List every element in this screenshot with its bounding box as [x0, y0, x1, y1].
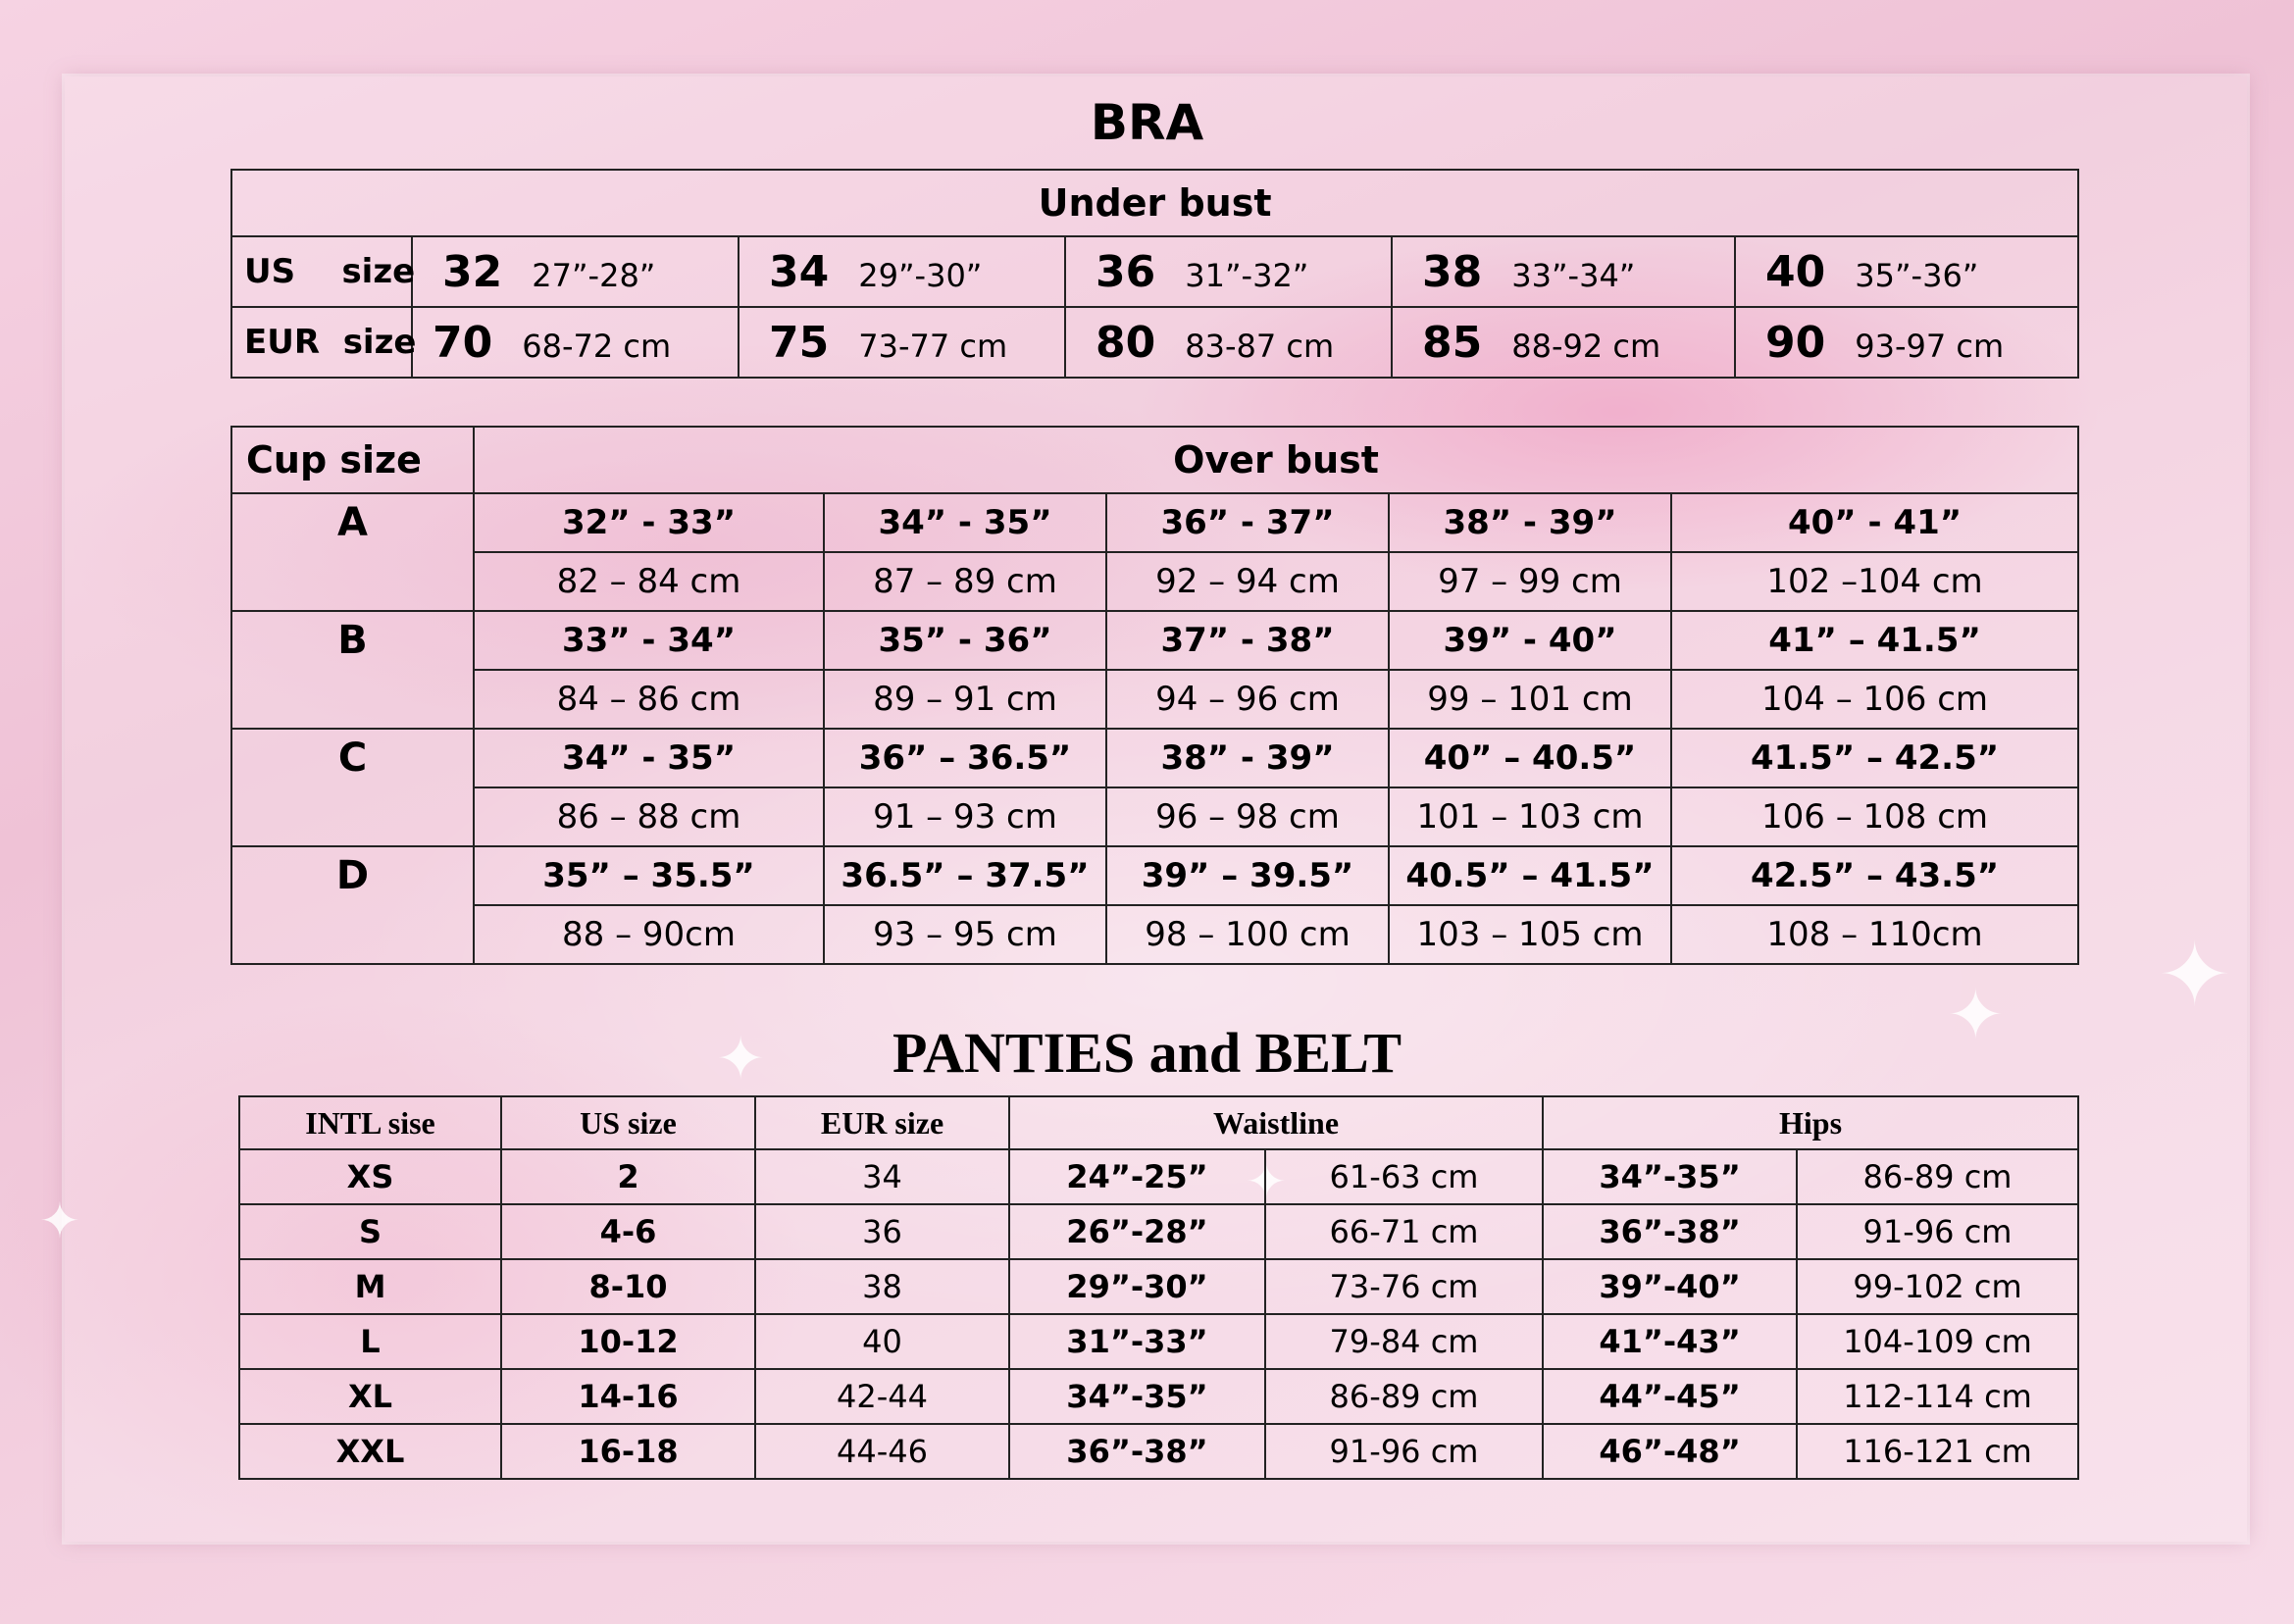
us-size-cell: 8-10 — [501, 1259, 755, 1314]
over-bust-inches: 37” - 38” — [1106, 611, 1389, 670]
waist-inches-cell: 24”-25” — [1009, 1149, 1265, 1204]
eur-range-value: 88-92 cm — [1511, 327, 1661, 365]
cup-letter: B — [231, 611, 474, 729]
sparkle-icon: ✦ — [39, 1193, 80, 1249]
waist-cm-cell: 79-84 cm — [1265, 1314, 1543, 1369]
over-bust-cm: 92 – 94 cm — [1106, 552, 1389, 611]
us-size-label: US size — [231, 236, 412, 307]
over-bust-cm: 108 – 110cm — [1671, 905, 2078, 964]
over-bust-cm: 106 – 108 cm — [1671, 787, 2078, 846]
us-size-value: 38 — [1422, 246, 1483, 297]
hips-cm-cell: 86-89 cm — [1797, 1149, 2078, 1204]
cup-cm-row — [231, 905, 2078, 964]
us-range-value: 35”-36” — [1855, 256, 1979, 294]
cup-cm-row — [231, 670, 2078, 729]
waist-cm-cell: 66-71 cm — [1265, 1204, 1543, 1259]
table-row — [239, 1369, 2078, 1424]
over-bust-inches: 34” - 35” — [824, 493, 1106, 552]
waistline-header: Waistline — [1009, 1096, 1543, 1149]
cup-cm-row — [231, 552, 2078, 611]
eur-size-cell: 44-46 — [755, 1424, 1009, 1479]
over-bust-inches: 39” – 39.5” — [1106, 846, 1389, 905]
over-bust-inches: 35” – 35.5” — [474, 846, 824, 905]
us-size-header: US size — [501, 1096, 755, 1149]
over-bust-inches: 36.5” – 37.5” — [824, 846, 1106, 905]
over-bust-inches: 39” - 40” — [1389, 611, 1671, 670]
over-bust-cm: 88 – 90cm — [474, 905, 824, 964]
over-bust-inches: 40” - 41” — [1671, 493, 2078, 552]
over-bust-inches: 41.5” – 42.5” — [1671, 729, 2078, 787]
sparkle-icon: ✦ — [1947, 975, 2005, 1055]
over-bust-cm: 102 –104 cm — [1671, 552, 2078, 611]
over-bust-inches: 33” - 34” — [474, 611, 824, 670]
hips-cm-cell: 112-114 cm — [1797, 1369, 2078, 1424]
hips-inches-cell: 41”-43” — [1543, 1314, 1797, 1369]
panties-title: PANTIES and BELT — [892, 1021, 1402, 1085]
eur-size-cell: 36 — [755, 1204, 1009, 1259]
table-row — [239, 1259, 2078, 1314]
over-bust-inches: 34” - 35” — [474, 729, 824, 787]
us-size-value: 34 — [769, 246, 830, 297]
eur-size-header: EUR size — [755, 1096, 1009, 1149]
eur-size-value: 70 — [433, 317, 493, 368]
under-bust-cell — [1735, 307, 2078, 378]
over-bust-cm: 82 – 84 cm — [474, 552, 824, 611]
us-size-cell: 2 — [501, 1149, 755, 1204]
eur-range-value: 68-72 cm — [522, 327, 672, 365]
intl-size-cell: XL — [239, 1369, 501, 1424]
waist-inches-cell: 31”-33” — [1009, 1314, 1265, 1369]
cup-inches-row — [231, 611, 2078, 670]
over-bust-cm: 103 – 105 cm — [1389, 905, 1671, 964]
over-bust-cm: 97 – 99 cm — [1389, 552, 1671, 611]
under-bust-table — [230, 169, 2079, 379]
us-size-value: 40 — [1765, 246, 1826, 297]
us-size-cell: 14-16 — [501, 1369, 755, 1424]
us-size-value: 32 — [442, 246, 503, 297]
over-bust-cm: 93 – 95 cm — [824, 905, 1106, 964]
eur-range-value: 73-77 cm — [858, 327, 1008, 365]
over-bust-cm: 104 – 106 cm — [1671, 670, 2078, 729]
cup-inches-row — [231, 493, 2078, 552]
over-bust-cm: 101 – 103 cm — [1389, 787, 1671, 846]
over-bust-inches: 38” - 39” — [1106, 729, 1389, 787]
waist-inches-cell: 26”-28” — [1009, 1204, 1265, 1259]
waist-cm-cell: 73-76 cm — [1265, 1259, 1543, 1314]
over-bust-cm: 96 – 98 cm — [1106, 787, 1389, 846]
eur-size-row — [231, 307, 2078, 378]
eur-size-cell: 34 — [755, 1149, 1009, 1204]
eur-size-value: 80 — [1096, 317, 1156, 368]
under-bust-cell — [412, 236, 739, 307]
under-bust-cell — [739, 236, 1065, 307]
waist-inches-cell: 36”-38” — [1009, 1424, 1265, 1479]
over-bust-inches: 41” – 41.5” — [1671, 611, 2078, 670]
cup-letter: C — [231, 729, 474, 846]
us-size-cell: 16-18 — [501, 1424, 755, 1479]
us-range-value: 33”-34” — [1511, 256, 1636, 294]
under-bust-cell — [1735, 236, 2078, 307]
intl-size-cell: L — [239, 1314, 501, 1369]
eur-range-value: 83-87 cm — [1185, 327, 1335, 365]
cup-size-header: Cup size — [231, 427, 474, 493]
under-bust-cell — [412, 307, 739, 378]
over-bust-inches: 40” – 40.5” — [1389, 729, 1671, 787]
over-bust-cm: 86 – 88 cm — [474, 787, 824, 846]
cup-letter: A — [231, 493, 474, 611]
table-row — [239, 1149, 2078, 1204]
waist-cm-cell: 86-89 cm — [1265, 1369, 1543, 1424]
eur-size-value: 85 — [1422, 317, 1483, 368]
us-size-cell: 4-6 — [501, 1204, 755, 1259]
eur-size-cell: 40 — [755, 1314, 1009, 1369]
us-range-value: 29”-30” — [858, 256, 983, 294]
cup-inches-row — [231, 729, 2078, 787]
us-size-value: 36 — [1096, 246, 1156, 297]
over-bust-inches: 32” - 33” — [474, 493, 824, 552]
hips-inches-cell: 44”-45” — [1543, 1369, 1797, 1424]
eur-range-value: 93-97 cm — [1855, 327, 2005, 365]
sparkle-icon: ✦ — [2158, 924, 2232, 1027]
hips-inches-cell: 34”-35” — [1543, 1149, 1797, 1204]
sparkle-icon: ✦ — [1246, 1153, 1287, 1210]
cup-cm-row — [231, 787, 2078, 846]
hips-cm-cell: 91-96 cm — [1797, 1204, 2078, 1259]
over-bust-inches: 36” - 37” — [1106, 493, 1389, 552]
hips-inches-cell: 36”-38” — [1543, 1204, 1797, 1259]
over-bust-cm: 89 – 91 cm — [824, 670, 1106, 729]
eur-size-cell: 38 — [755, 1259, 1009, 1314]
over-bust-inches: 42.5” – 43.5” — [1671, 846, 2078, 905]
over-bust-inches: 36” – 36.5” — [824, 729, 1106, 787]
intl-size-cell: XS — [239, 1149, 501, 1204]
table-row — [239, 1314, 2078, 1369]
eur-size-value: 75 — [769, 317, 830, 368]
over-bust-inches: 38” - 39” — [1389, 493, 1671, 552]
hips-inches-cell: 46”-48” — [1543, 1424, 1797, 1479]
over-bust-cm: 99 – 101 cm — [1389, 670, 1671, 729]
under-bust-header: Under bust — [231, 170, 2078, 236]
intl-size-cell: S — [239, 1204, 501, 1259]
bra-title: BRA — [1090, 94, 1204, 151]
over-bust-inches: 40.5” – 41.5” — [1389, 846, 1671, 905]
eur-size-label: EUR size — [231, 307, 412, 378]
table-row — [239, 1204, 2078, 1259]
sparkle-icon: ✦ — [716, 1025, 766, 1093]
over-bust-header: Over bust — [474, 427, 2078, 493]
over-bust-cm: 87 – 89 cm — [824, 552, 1106, 611]
intl-size-header: INTL sise — [239, 1096, 501, 1149]
hips-header: Hips — [1543, 1096, 2078, 1149]
waist-cm-cell: 61-63 cm — [1265, 1149, 1543, 1204]
intl-size-cell: M — [239, 1259, 501, 1314]
under-bust-cell — [1065, 307, 1392, 378]
eur-size-cell: 42-44 — [755, 1369, 1009, 1424]
table-row — [239, 1424, 2078, 1479]
waist-inches-cell: 29”-30” — [1009, 1259, 1265, 1314]
over-bust-cm: 91 – 93 cm — [824, 787, 1106, 846]
cup-inches-row — [231, 846, 2078, 905]
eur-size-value: 90 — [1765, 317, 1826, 368]
hips-cm-cell: 116-121 cm — [1797, 1424, 2078, 1479]
cup-letter: D — [231, 846, 474, 964]
over-bust-cm: 94 – 96 cm — [1106, 670, 1389, 729]
under-bust-cell — [1392, 236, 1735, 307]
us-range-value: 27”-28” — [532, 256, 656, 294]
under-bust-cell — [1392, 307, 1735, 378]
us-range-value: 31”-32” — [1185, 256, 1309, 294]
hips-cm-cell: 104-109 cm — [1797, 1314, 2078, 1369]
us-size-cell: 10-12 — [501, 1314, 755, 1369]
panties-belt-table — [238, 1095, 2079, 1480]
over-bust-inches: 35” - 36” — [824, 611, 1106, 670]
under-bust-cell — [1065, 236, 1392, 307]
waist-inches-cell: 34”-35” — [1009, 1369, 1265, 1424]
us-size-row — [231, 236, 2078, 307]
under-bust-cell — [739, 307, 1065, 378]
over-bust-cm: 84 – 86 cm — [474, 670, 824, 729]
over-bust-cm: 98 – 100 cm — [1106, 905, 1389, 964]
waist-cm-cell: 91-96 cm — [1265, 1424, 1543, 1479]
intl-size-cell: XXL — [239, 1424, 501, 1479]
hips-cm-cell: 99-102 cm — [1797, 1259, 2078, 1314]
cup-size-table — [230, 426, 2079, 965]
hips-inches-cell: 39”-40” — [1543, 1259, 1797, 1314]
